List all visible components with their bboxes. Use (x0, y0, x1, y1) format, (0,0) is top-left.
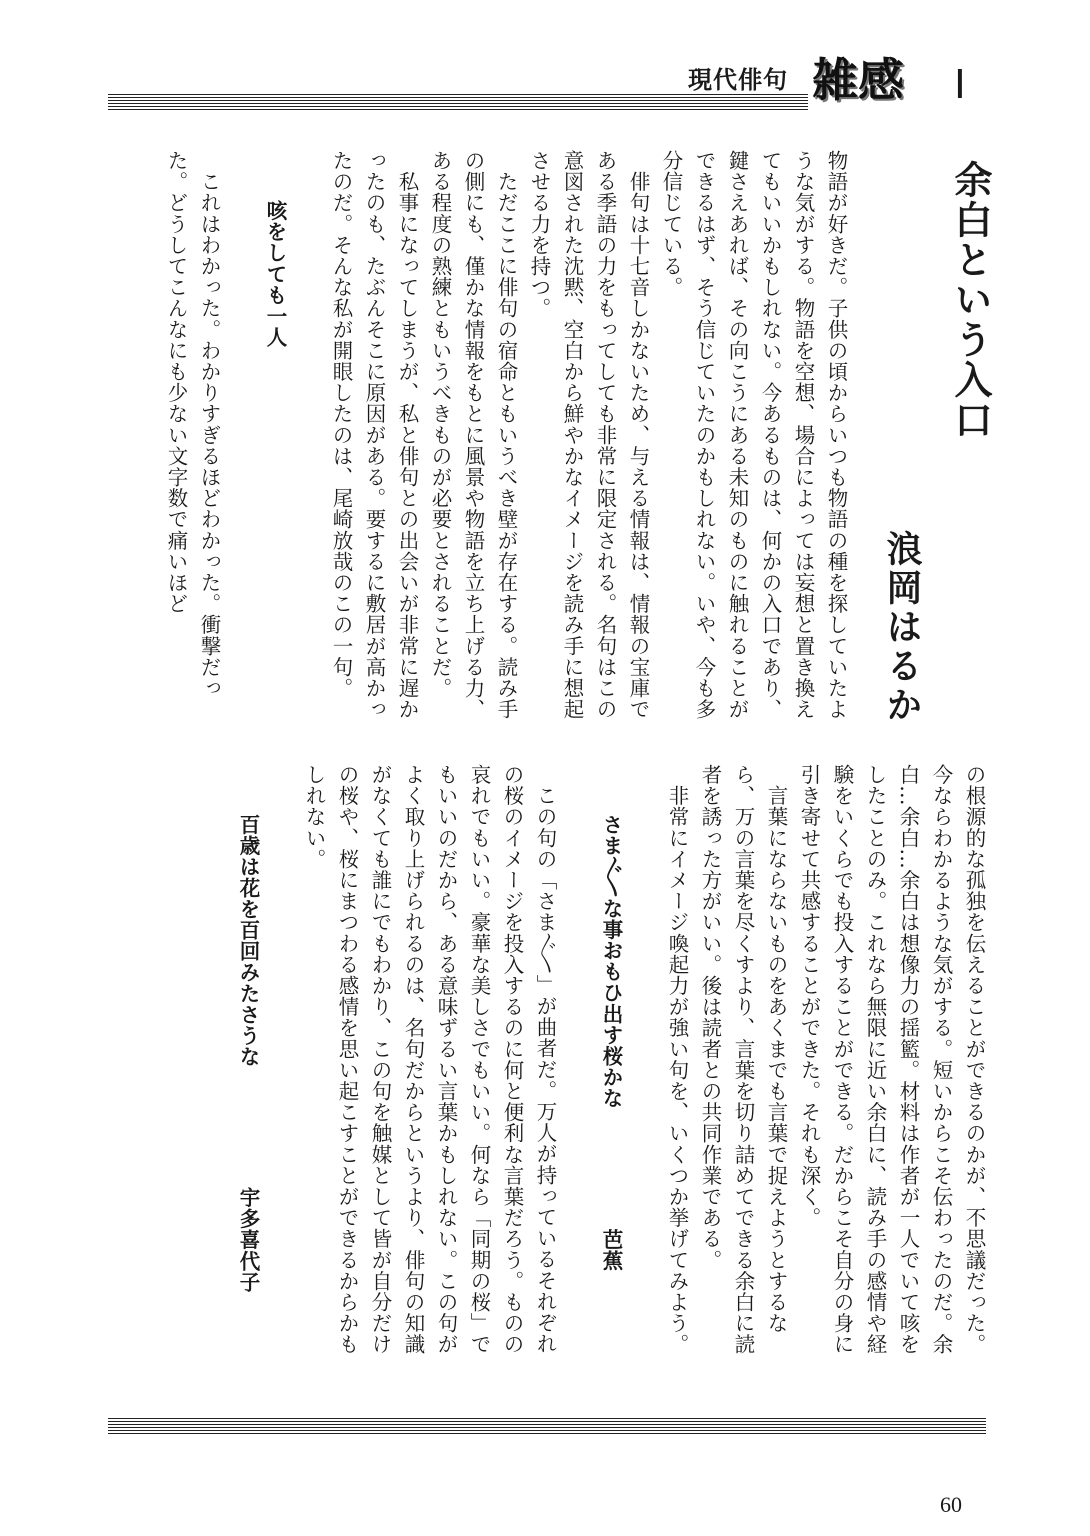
quoted-haiku: 咳をしても一人 (263, 200, 287, 348)
haiku-text: 百歳は花を百回みたさうな (236, 814, 260, 1068)
essay-body-upper (106, 150, 852, 734)
paragraph: 私事になってしまうが、私と俳句との出会いが非常に遅かったのも、たぶんそこに原因がある。要するに敷居が高かったのだ。そんな私が開眼したのは、尾崎放哉のこの一句。 (329, 150, 419, 720)
author-name: 浪岡はるか (881, 530, 922, 725)
paragraph: の根源的な孤独を伝えることができるのかが、不思議だった。今ならわかるような気がする。短いからこそ伝わったのだ。余白…余白…余白は想像力の揺籃。材料は作者が一人でいて咳をしたことのみ。これなら無限に近い余白に、読み手の感情や経験をいくらでも投入することができる。だからこそ自分の身に引き寄せて共感することができた。それも深く。 (797, 764, 986, 1355)
series-title: 現代俳句 (688, 66, 788, 94)
page-number: 60 (940, 1492, 962, 1517)
essay-body-lower (106, 764, 990, 1374)
header-rule (108, 94, 808, 112)
paragraph: ただここに俳句の宿命ともいうべき壁が存在する。読み手の側にも、僅かな情報をもとに風景や物語を立ち上げる力、ある程度の熟練ともいうべきものが必要とされることだ。 (428, 150, 518, 720)
haiku-author: 宇多喜代子 (236, 1187, 260, 1293)
quoted-haiku (561, 764, 660, 1374)
haiku-author: 芭蕉 (599, 1228, 623, 1272)
paragraph: 物語が好きだ。子供の頃からいつも物語の種を探していたような気がする。物語を空想、場合によっては妄想と置き換えてもいいかもしれない。今あるものは、何かの入口であり、鍵さえあれば、その向こうにある未知のものに触れることができるはず、そう信じていたのかもしれない。いや、今も多分信じている。 (659, 150, 848, 720)
paragraph: 非常にイメージ喚起力が強い句を、いくつか挙げてみよう。 (665, 764, 689, 1355)
column-title: 雑感 (812, 53, 904, 107)
volume-numeral: Ⅰ (954, 62, 966, 107)
paragraph: 俳句は十七音しかないため、与える情報は、情報の宝庫である季語の力をもってしても非常に限定される。名句はこの意図された沈黙、空白から鮮やかなイメージを読み手に想起させる力を持つ。 (527, 150, 650, 720)
paragraph: 言葉にならないものをあくまでも言葉で捉えようとするなら、万の言葉を尽くすより、言葉を切り詰めてできる余白に読者を誘った方がいい。後は読者との共同作業である。 (698, 764, 788, 1355)
paragraph: これはわかった。わかりすぎるほどわかった。衝撃だった。どうしてこんなにも少ない文字数で痛いほど (164, 150, 221, 699)
haiku-text: さま〴〵な事おもひ出す桜かな (599, 814, 623, 1109)
paragraph: この句の「さま〴〵」が曲者だ。万人が持っているそれぞれの桜のイメージを投入するのに何と便利な言葉だろう。ものの哀れでもいい。豪華な美しさでもいい。何なら「同期の桜」でもいいのだから、ある意味ずるい言葉かもしれない。この句がよく取り上げられるのは、名句だからというより、俳句の知識がなくても誰にでもわかり、この句を触媒として皆が自分だけの桜や、桜にまつわる感情を思い起こすことができるからかもしれない。 (302, 764, 557, 1355)
footer-rule (108, 1418, 986, 1436)
quoted-haiku (231, 764, 297, 1374)
essay-title: 余白という入口 (948, 160, 993, 440)
